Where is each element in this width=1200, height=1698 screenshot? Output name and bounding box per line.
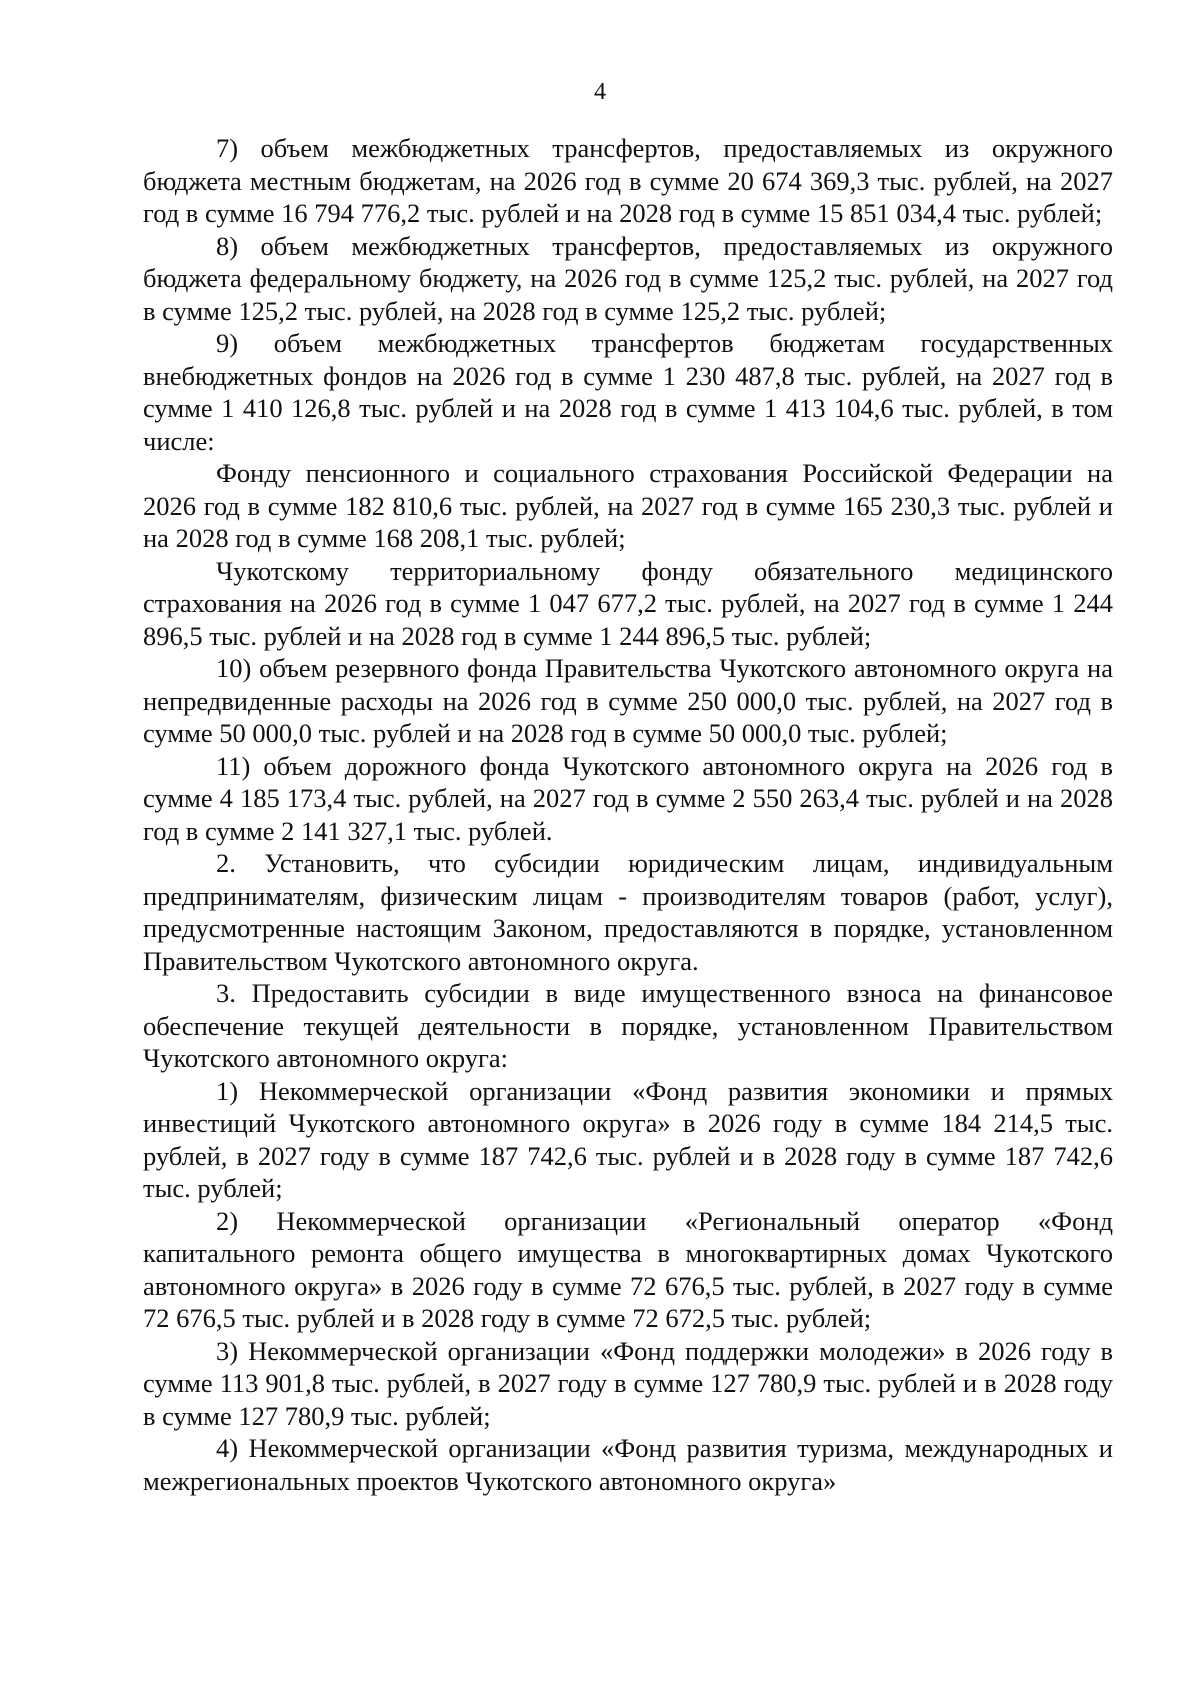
paragraph-item-9: 9) объем межбюджетных трансфертов бюджетам государственных внебюджетных фондов на 2026 год в сумме 1 230 487,8 тыс. рублей, на 2027 год в сумме 1 410 126,8 тыс. рублей и на 2028 год в сумме 1 413 104,6 тыс. рублей, в том числе: [143, 328, 1113, 456]
paragraph-section-2: 2. Установить, что субсидии юридическим лицам, индивидуальным предпринимателям, физическим лицам - производителям товаров (работ, услуг), предусмотренные настоящим Законом, предоставляются в порядке, установленном Правительством Чукотского автономного округа. [143, 848, 1113, 976]
paragraph-item-10: 10) объем резервного фонда Правительства Чукотского автономного округа на непредвиденные расходы на 2026 год в сумме 250 000,0 тыс. рублей, на 2027 год в сумме 50 000,0 тыс. рублей и на 2028 год в сумме 50 000,0 тыс. рублей; [143, 653, 1113, 748]
paragraph-section-3: 3. Предоставить субсидии в виде имущественного взноса на финансовое обеспечение текущей деятельности в порядке, установленном Правительством Чукотского автономного округа: [143, 978, 1113, 1073]
paragraph-subsidy-4: 4) Некоммерческой организации «Фонд развития туризма, международных и межрегиональных проектов Чукотского автономного округа» [143, 1433, 1113, 1496]
paragraph-item-8: 8) объем межбюджетных трансфертов, предоставляемых из окружного бюджета федеральному бюджету, на 2026 год в сумме 125,2 тыс. рублей, на 2027 год в сумме 125,2 тыс. рублей, на 2028 год в сумме 125,2 тыс. рублей; [143, 230, 1113, 326]
paragraph-subsidy-1: 1) Некоммерческой организации «Фонд развития экономики и прямых инвестиций Чукотского автономного округа» в 2026 году в сумме 184 214,5 тыс. рублей, в 2027 году в сумме 187 742,6 тыс. рублей и в 2028 году в сумме 187 742,6 тыс. рублей; [143, 1075, 1113, 1203]
paragraph-medical-insurance-fund: Чукотскому территориальному фонду обязательного медицинского страхования на 2026 год в сумме 1 047 677,2 тыс. рублей, на 2027 год в сумме 1 244 896,5 тыс. рублей и на 2028 год в сумме 1 244 896,5 тыс. рублей; [143, 555, 1113, 651]
paragraph-subsidy-2: 2) Некоммерческой организации «Региональный оператор «Фонд капитального ремонта общего имущества в многоквартирных домах Чукотского автономного округа» в 2026 году в сумме 72 676,5 тыс. рублей, в 2027 году в сумме 72 676,5 тыс. рублей и в 2028 году в сумме 72 672,5 тыс. рублей; [143, 1205, 1113, 1333]
paragraph-item-11: 11) объем дорожного фонда Чукотского автономного округа на 2026 год в сумме 4 185 173,4 тыс. рублей, на 2027 год в сумме 2 550 263,4 тыс. рублей и на 2028 год в сумме 2 141 327,1 тыс. рублей. [143, 750, 1113, 846]
paragraph-item-7: 7) объем межбюджетных трансфертов, предоставляемых из окружного бюджета местным бюджетам, на 2026 год в сумме 20 674 369,3 тыс. рублей, на 2027 год в сумме 16 794 776,2 тыс. рублей и на 2028 год в сумме 15 851 034,4 тыс. рублей; [143, 133, 1113, 228]
paragraph-subsidy-3: 3) Некоммерческой организации «Фонд поддержки молодежи» в 2026 году в сумме 113 901,8 тыс. рублей, в 2027 году в сумме 127 780,9 тыс. рублей и в 2028 году в сумме 127 780,9 тыс. рублей; [143, 1335, 1113, 1431]
paragraph-pension-fund: Фонду пенсионного и социального страхования Российской Федерации на 2026 год в сумме 182 810,6 тыс. рублей, на 2027 год в сумме 165 230,3 тыс. рублей и на 2028 год в сумме 168 208,1 тыс. рублей; [143, 458, 1113, 553]
document-body [143, 132, 1113, 1497]
page-number: 4 [594, 79, 606, 105]
